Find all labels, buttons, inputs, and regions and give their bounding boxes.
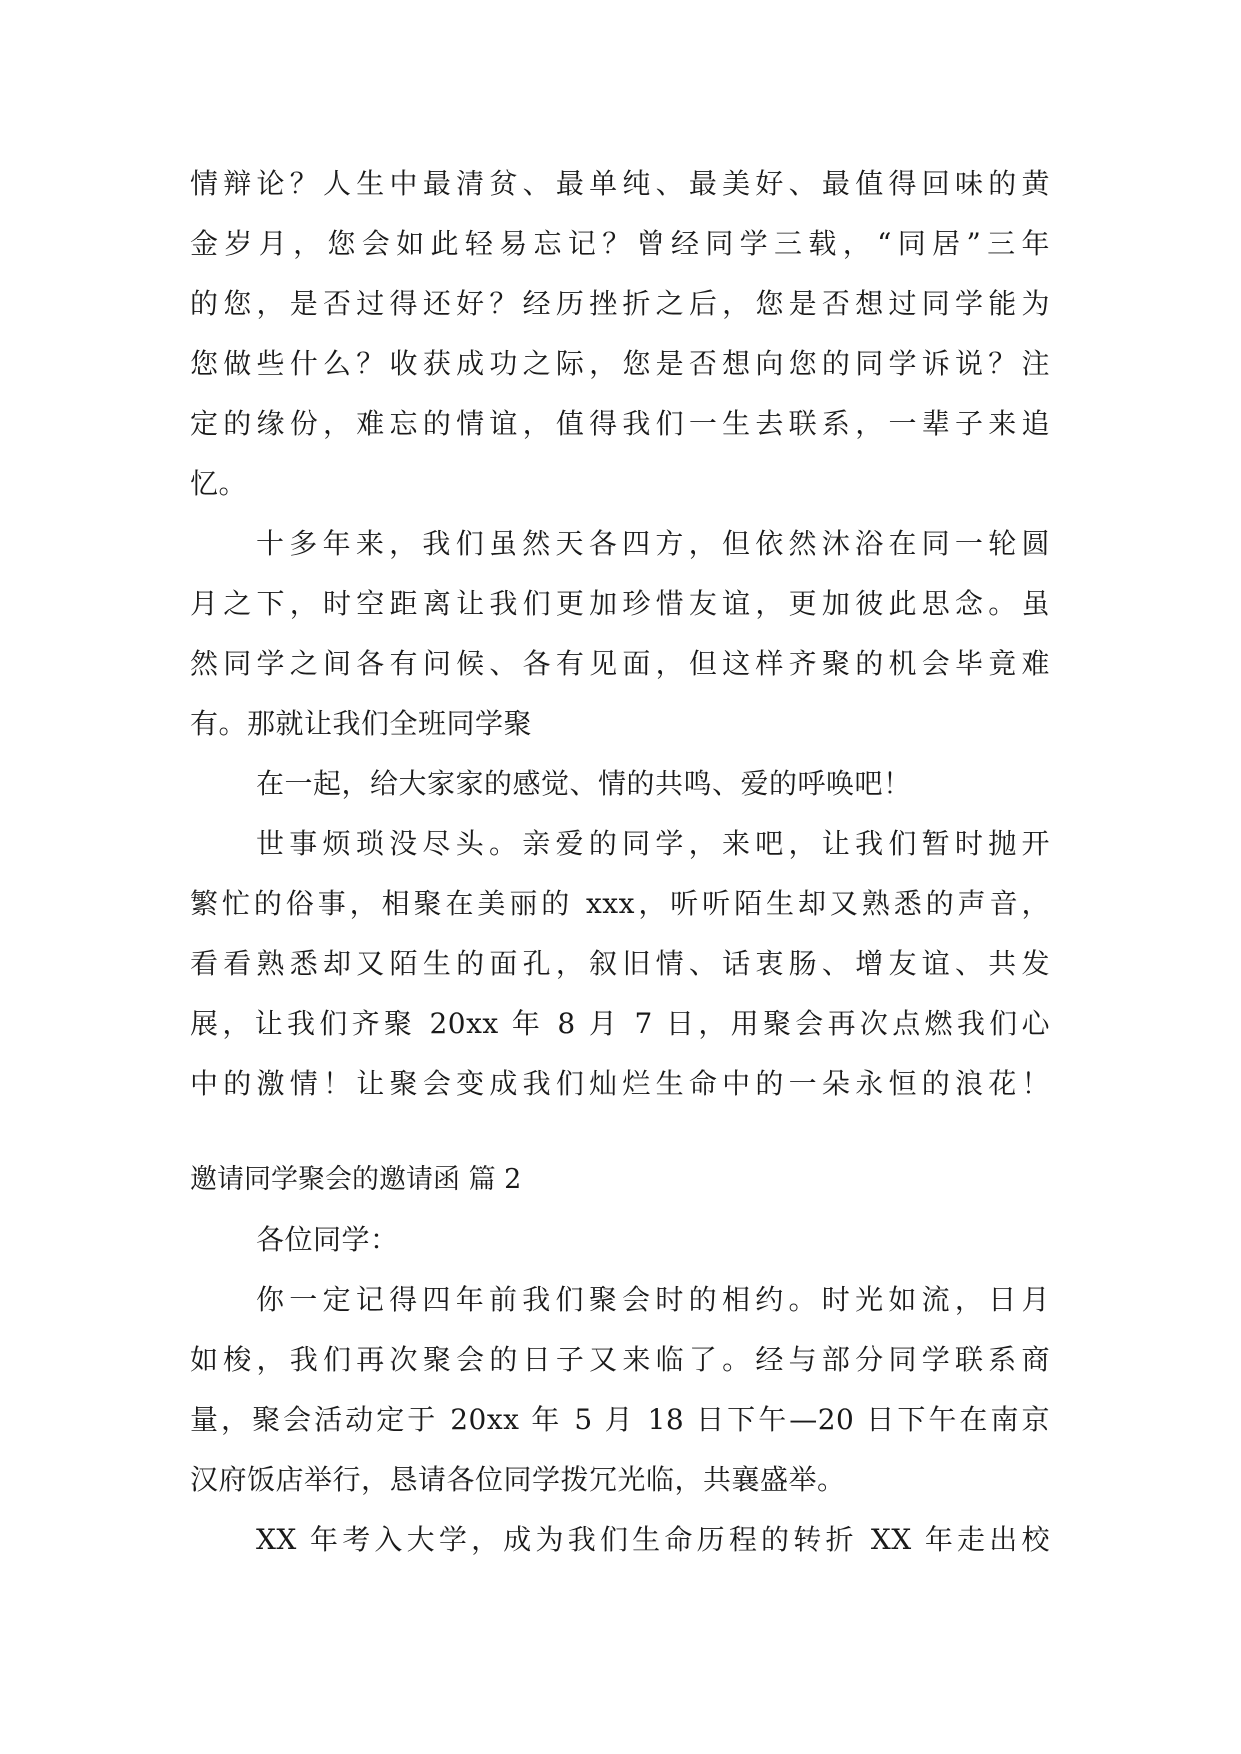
salutation-line: 各位同学： <box>256 1223 399 1256</box>
paragraph-line: 您做些什么？收获成功之际，您是否想向您的同学诉说？注 <box>190 347 1050 380</box>
paragraph-line: 定的缘份，难忘的情谊，值得我们一生去联系，一辈子来追 <box>190 407 1050 440</box>
paragraph-line: 金岁月，您会如此轻易忘记？曾经同学三载，“同居”三年 <box>190 227 1050 260</box>
paragraph-line: 有。那就让我们全班同学聚 <box>190 707 533 740</box>
paragraph-line: 展，让我们齐聚 20xx 年 8 月 7 日，用聚会再次点燃我们心 <box>190 1007 1050 1040</box>
paragraph-line: 然同学之间各有问候、各有见面，但这样齐聚的机会毕竟难 <box>190 647 1050 680</box>
paragraph-line: 如梭，我们再次聚会的日子又来临了。经与部分同学联系商 <box>190 1343 1050 1376</box>
paragraph-line: 你一定记得四年前我们聚会时的相约。时光如流，日月 <box>256 1283 1050 1316</box>
paragraph-line: 中的激情！让聚会变成我们灿烂生命中的一朵永恒的浪花！ <box>190 1067 1050 1100</box>
paragraph-line: 十多年来，我们虽然天各四方，但依然沐浴在同一轮圆 <box>256 527 1050 560</box>
paragraph-line: 忆。 <box>190 467 248 500</box>
paragraph-line: 情辩论？人生中最清贫、最单纯、最美好、最值得回味的黄 <box>190 167 1050 200</box>
paragraph-line: 汉府饭店举行，恳请各位同学拨冗光临，共襄盛举。 <box>190 1463 846 1496</box>
paragraph-line: 世事烦琐没尽头。亲爱的同学，来吧，让我们暂时抛开 <box>256 827 1050 860</box>
paragraph-line: 繁忙的俗事，相聚在美丽的 xxx，听听陌生却又熟悉的声音， <box>190 887 1050 920</box>
section-heading: 邀请同学聚会的邀请函 篇 2 <box>190 1164 522 1195</box>
paragraph-line: 月之下，时空距离让我们更加珍惜友谊，更加彼此思念。虽 <box>190 587 1050 620</box>
paragraph-line: XX 年考入大学，成为我们生命历程的转折 XX 年走出校 <box>256 1523 1050 1556</box>
paragraph-line: 在一起，给大家家的感觉、情的共鸣、爱的呼唤吧！ <box>256 767 912 800</box>
paragraph-line: 看看熟悉却又陌生的面孔，叙旧情、话衷肠、增友谊、共发 <box>190 947 1050 980</box>
paragraph-line: 量，聚会活动定于 20xx 年 5 月 18 日下午—20 日下午在南京 <box>190 1403 1050 1436</box>
paragraph-line: 的您，是否过得还好？经历挫折之后，您是否想过同学能为 <box>190 287 1050 320</box>
